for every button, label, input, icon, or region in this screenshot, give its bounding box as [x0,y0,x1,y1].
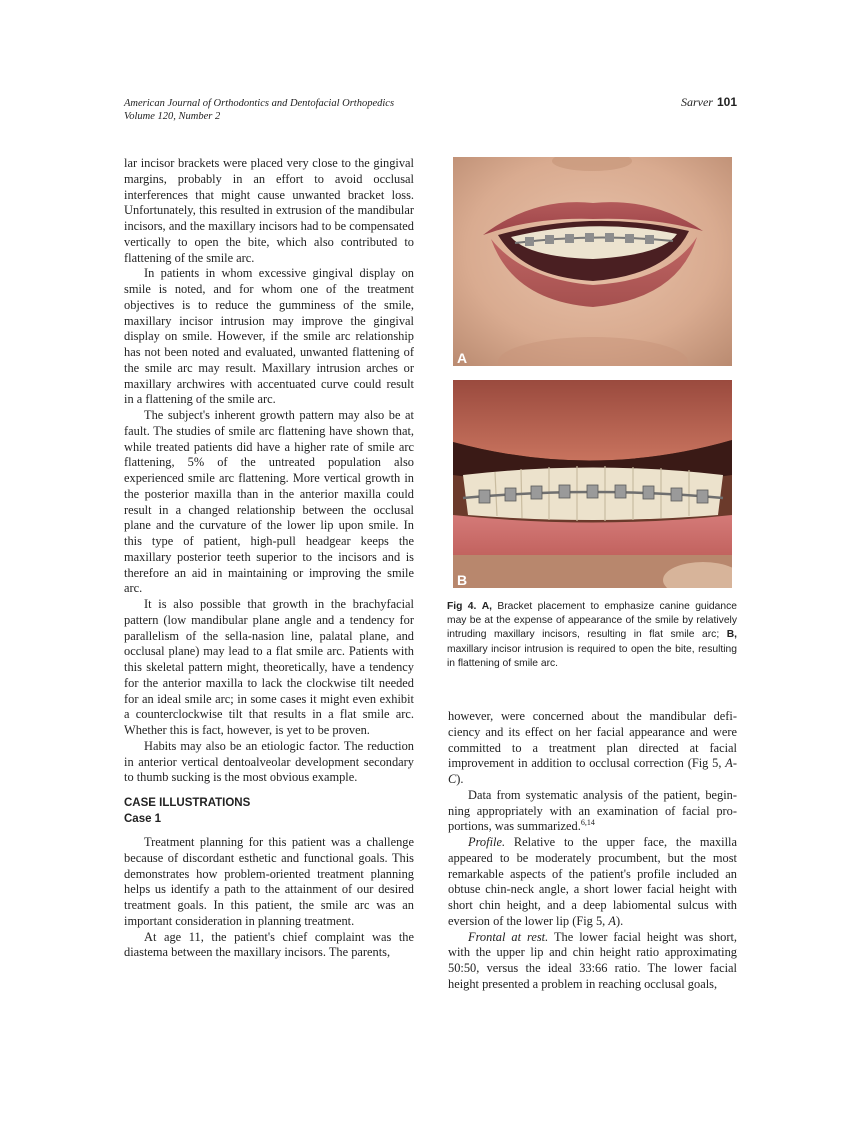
run-in-heading: Profile. [468,835,506,849]
caption-text-a: Bracket placement to emphasize canine guidance may be at the expense of appearance of the smile by relatively intruding maxillary incisors, resulting in flat smile arc; [447,601,737,641]
caption-text-b: maxillary incisor intrusion is required to open the bite, resulting in flattening of smile arc. [447,643,737,669]
paragraph-text: The lower facial height was short, with the upper lip and chin height ratio approximating 50:50, versus the ideal 33:66 ratio. The lower facial height presented a problem in reaching occlusal goals, [448,929,737,991]
paragraph-text: Relative to the upper face, the maxilla appeared to be moderately procumbent, but the most remarkable aspects of the patient's profile included an obtuse chin-neck angle, a short lower facial height with short chin height, and a deep labiomental sulcus with eversion of the lower lip (Fig 5, [448,835,737,928]
page-number: 101 [716,95,737,109]
figure-reference: A-C [448,756,737,786]
paragraph: The subject's inherent growth pattern may also be at fault. The studies of smile arc flattening have shown that, while treated patients did have a higher rate of smile arc flattening, 5% of the untreated population also experienced smile arc flattening. More vertical growth in the posterior maxilla than in the anterior maxilla could result in a changed relationship between the occlusal plane and the curvature of the lower lip upon smile. In this type of patient, high-pull headgear keeps the maxillary posterior teeth superior to the incisors and is therefore an aid in maintaining or improving the smile arc. [124,408,414,596]
right-column [448,709,737,993]
caption-label-a: A, [481,601,493,612]
paragraph-text: ). [615,913,624,928]
paragraph [448,709,737,788]
caption-figure-number: Fig 4. [447,601,477,612]
paragraph-text: Data from systematic analysis of the patient, beginning appropriately with an examination of facial proportions, was summarized. [448,787,737,834]
figure-reference: A [608,913,616,928]
paragraph: At age 11, the patient's chief complaint was the diastema between the maxillary incisors. The parents, [124,929,414,960]
running-head [681,95,737,110]
paragraph: Habits may also be an etiologic factor. The reduction in anterior vertical dentoalveolar development secondary to thumb sucking is the most obvious example. [124,738,414,785]
smile-photo-image [453,157,732,366]
running-head-author: Sarver [680,95,713,109]
journal-volume: Volume 120, Number 2 [124,111,221,122]
section-heading: CASE ILLUSTRATIONS [124,797,251,809]
paragraph: In patients in whom excessive gingival display on smile is noted, and for whom one of the treatment objectives is to reduce the gumminess of the smile, maxillary incisor intrusion may improve the gingival display on smile. However, if the smile arc relationship has not been noted and evaluated, unwanted flattening of the smile arc may result. Maxillary intrusion arches or maxillary archwires with accentuated curve could result in a flattening of the smile arc. [124,266,414,407]
paragraph [448,930,737,993]
figure-4a-smile-photo [453,157,732,366]
journal-title: American Journal of Orthodontics and Dentofacial Orthopedics [124,98,395,109]
paragraph [448,788,737,835]
paragraph [448,835,737,930]
run-in-heading: Frontal at rest. [468,929,549,944]
figure-4b-intraoral-photo [453,380,732,588]
left-column [124,156,414,961]
paragraph-text: however, were concerned about the mandibular deficiency and its effect on her facial appearance and were committed to a treatment plan directed at facial improvement in addition to occlusal correction (Fig 5, [448,709,737,771]
case-heading: Case 1 [124,813,162,825]
figure-caption [447,600,737,671]
figure-label-a: A [457,350,468,366]
figure-label-b: B [457,572,468,588]
paragraph-text: ). [456,772,464,786]
paragraph: lar incisor brackets were placed very close to the gingival margins, probably in an effort to avoid occlusal interferences that might cause unwanted bracket loss. Unfortunately, this resulted in extrusion of the mandibular incisors, and the maxillary incisors had to be compensated vertically to open the bite, which also contributed to flattening of the smile arc. [124,156,414,265]
caption-label-b: B, [726,629,737,641]
paragraph: It is also possible that growth in the brachyfacial pattern (low mandibular plane angle and a tendency for parallelism of the sella-nasion line, palatal plane, and occlusal plane) may lead to a flat smile arc. Patients with this skeletal pattern might, theoretically, have a tendency for the anterior maxilla to lack the clockwise tilt needed for an ideal smile arc; in some cases it might even exhibit a counterclockwise tilt that results in a flat smile arc. Whether this is fact, however, is yet to be proven. [124,597,414,737]
paragraph: Treatment planning for this patient was a challenge because of discordant esthetic and functional goals. This demonstrates how problem-oriented treatment planning helps us identify a path to the attainment of our desired treatment goals. In this patient, the smile arc was an important consideration in planning treatment. [124,835,414,928]
journal-header [124,97,394,123]
intraoral-photo-image [453,380,732,588]
citation: 6,14 [580,818,595,828]
